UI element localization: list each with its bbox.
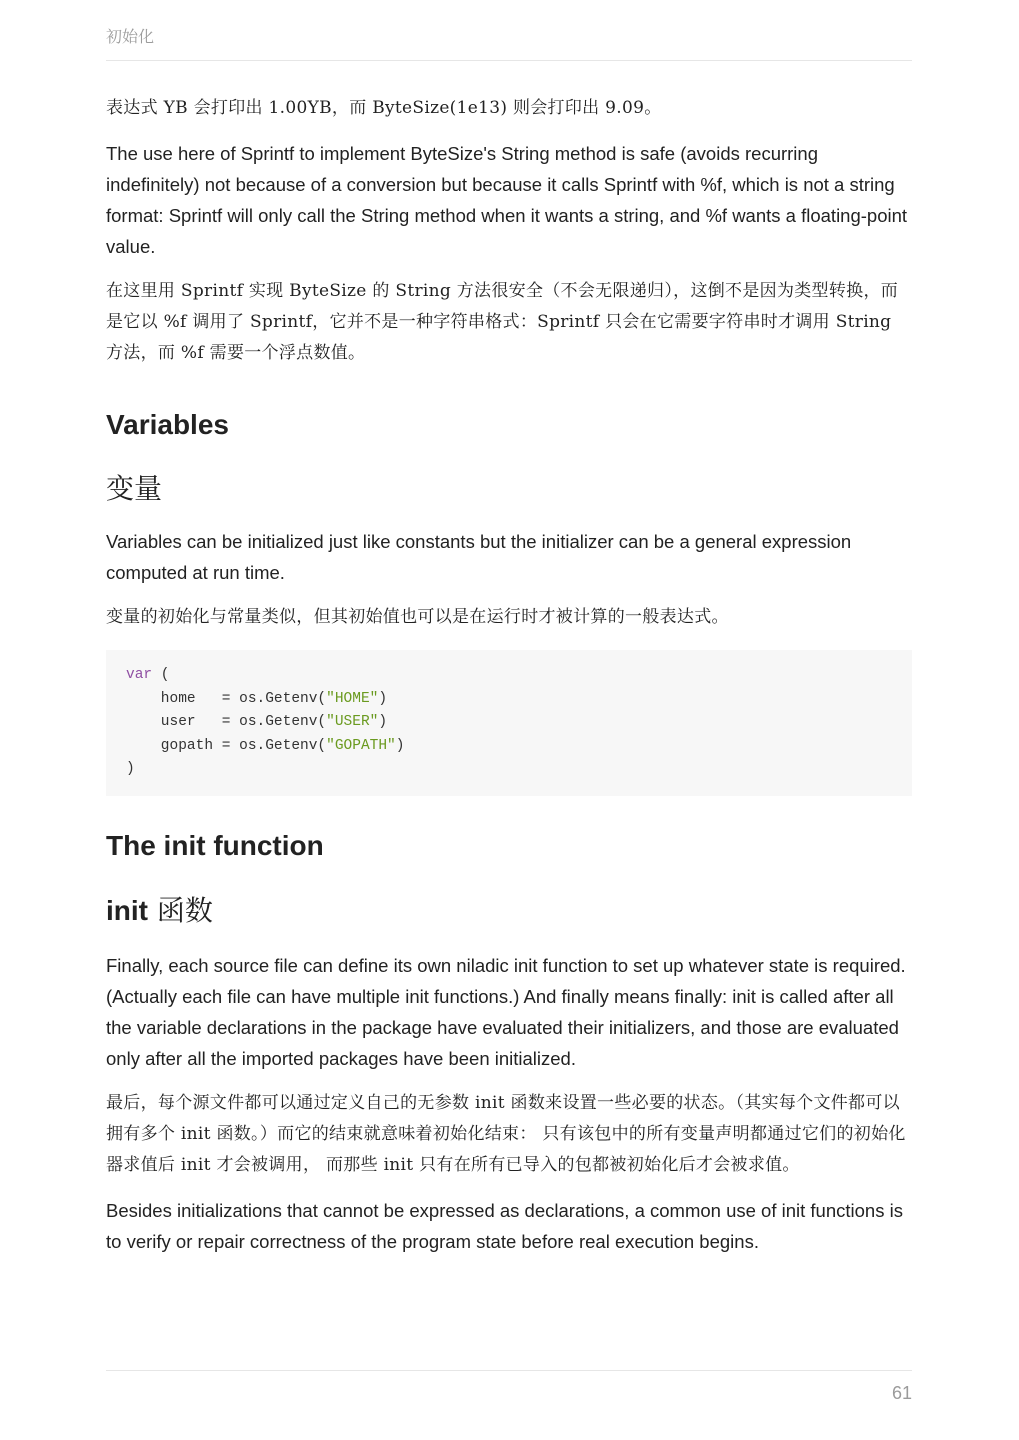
heading-init-function-cn <box>106 894 912 928</box>
paragraph-init-uses: Besides initializations that cannot be expressed as declarations, a common use of init functions is to verify or repair correctness of the program state before real execution begins. <box>106 1199 903 1252</box>
paragraph-init-function: Finally, each source file can define its own niladic init function to set up whatever state is required. (Actually each file can have multiple init functions.) And finally means finally: init is called after all the variable declarations in the package have evaluated their initializers, and those are evaluated only after all the imported packages have been initialized. <box>106 954 906 1069</box>
code-line-home: home = os.Getenv( <box>126 690 327 707</box>
code-keyword-var: var <box>126 667 153 683</box>
heading-variables-cn: 变量 <box>106 472 163 505</box>
code-string-gopath: "GOPATH" <box>326 737 396 754</box>
code-line-gopath: gopath = os.Getenv( <box>126 737 327 754</box>
heading-init-keyword: init <box>106 894 148 926</box>
code-block-var <box>106 650 912 796</box>
heading-init-cn-text: 函数 <box>148 893 213 927</box>
code-line-gopath-close: ) <box>395 737 405 754</box>
page-header <box>106 22 912 61</box>
page-footer <box>106 1370 912 1403</box>
heading-variables: Variables <box>106 409 229 440</box>
code-open-paren: ( <box>152 667 170 683</box>
code-line-user-close: ) <box>378 714 388 730</box>
code-line-home-close: ) <box>378 690 388 707</box>
paragraph-variables-intro: Variables can be initialized just like constants but the initializer can be a general expression computed at run time. <box>106 531 852 583</box>
heading-init-function: The init function <box>106 829 324 861</box>
paragraph-sprintf-safety-cn: 在这里用 Sprintf 实现 ByteSize 的 String 方法很安全（不会无限递归），这倒不是因为类型转换，而是它以 %f 调用了 Sprintf，它并不是一种字符串格式：Sprintf 只会在它需要字符串时才调用 String 方法，而 %f 需要一个浮点数值。 <box>106 281 899 363</box>
code-string-home: "HOME" <box>326 690 379 707</box>
code-line-user: user = os.Getenv( <box>126 714 327 730</box>
code-string-user: "USER" <box>326 714 379 730</box>
chapter-title: 初始化 <box>106 27 155 46</box>
paragraph-bytesize-output-cn: 表达式 YB 会打印出 1.00YB，而 ByteSize(1e13) 则会打印出 9.09。 <box>106 98 662 118</box>
page-content <box>106 93 912 1257</box>
code-close-paren: ) <box>126 761 135 777</box>
paragraph-sprintf-safety: The use here of Sprintf to implement ByteSize's String method is safe (avoids recurring indefinitely) not because of a conversion but because it calls Sprintf with %f, which is not a string format: Sprintf will only call the String method when it wants a string, and %f wants a floating-point value. <box>106 143 908 257</box>
paragraph-init-function-cn: 最后，每个源文件都可以通过定义自己的无参数 init 函数来设置一些必要的状态。（其实每个文件都可以拥有多个 init 函数。）而它的结束就意味着初始化结束： 只有该包中的所有变量声明都通过它们的初始化器求值后 init 才会被调用， 而那些 init 只有在所有已导入的包都被初始化后才会被求值。 <box>106 1092 906 1175</box>
paragraph-variables-intro-cn: 变量的初始化与常量类似，但其初始值也可以是在运行时才被计算的一般表达式。 <box>106 607 729 627</box>
page-number: 61 <box>891 1383 912 1403</box>
